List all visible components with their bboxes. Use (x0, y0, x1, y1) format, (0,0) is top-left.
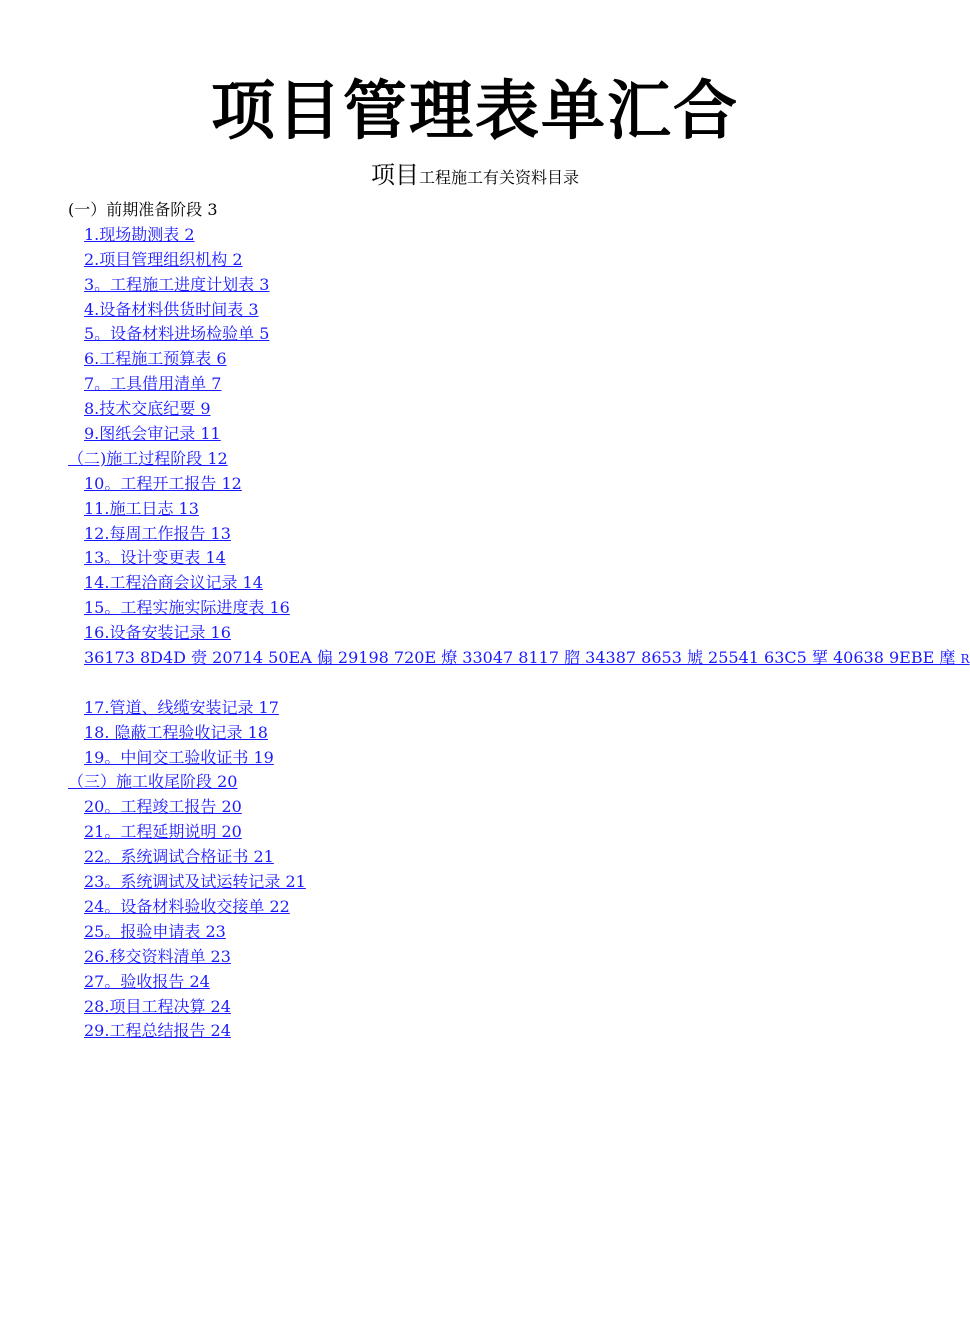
toc-section-link[interactable]: （二)施工过程阶段 12 (68, 448, 228, 468)
toc-item-link[interactable]: 23。系统调试及试运转记录 21 (84, 872, 306, 892)
page-title: 项目管理表单汇合 (211, 75, 739, 149)
toc-garbled-tail: R (960, 652, 970, 667)
toc-item[interactable] (68, 223, 928, 248)
toc-item-link[interactable]: 6.工程施工预算表 6 (84, 349, 227, 369)
toc-section-link[interactable]: （三）施工收尾阶段 20 (68, 772, 238, 792)
toc-item[interactable] (68, 248, 928, 273)
toc-item-link[interactable]: 1.现场勘测表 2 (84, 224, 195, 244)
toc-item-link[interactable]: 27。验收报告 24 (84, 971, 210, 991)
toc-item[interactable] (68, 546, 928, 571)
toc-item[interactable] (68, 347, 928, 372)
toc-item-link[interactable]: 8.技术交底纪要 9 (84, 399, 211, 419)
toc-item-link[interactable]: 29.工程总结报告 24 (84, 1021, 231, 1041)
toc-section-heading[interactable] (68, 447, 928, 472)
toc-item[interactable] (68, 895, 928, 920)
toc-item-link[interactable]: 26.移交资料清单 23 (84, 946, 231, 966)
toc-item-link[interactable]: 28.项目工程决算 24 (84, 996, 231, 1016)
toc-item[interactable] (68, 571, 928, 596)
toc-item[interactable] (68, 422, 928, 447)
toc-item[interactable] (68, 497, 928, 522)
subtitle-rest: 工程施工有关资料目录 (418, 168, 579, 187)
toc-item[interactable] (68, 397, 928, 422)
toc-section-heading[interactable] (68, 770, 928, 795)
toc-item[interactable] (68, 845, 928, 870)
toc-item[interactable] (68, 795, 928, 820)
toc-item-link[interactable]: 11.施工日志 13 (84, 498, 199, 518)
toc-item-link[interactable]: 3。工程施工进度计划表 3 (84, 274, 270, 294)
toc-item[interactable] (68, 820, 928, 845)
toc-item-link[interactable]: 21。工程延期说明 20 (84, 822, 242, 842)
blank-line (68, 671, 928, 696)
toc-item-link[interactable]: 15。工程实施实际进度表 16 (84, 598, 290, 618)
toc-item[interactable] (68, 995, 928, 1020)
table-of-contents (68, 198, 970, 1044)
toc-item[interactable] (68, 746, 928, 771)
toc-item-link[interactable]: 5。设备材料进场检验单 5 (84, 324, 270, 344)
toc-item[interactable] (68, 273, 928, 298)
toc-item-link[interactable]: 16.设备安装记录 16 (84, 623, 231, 643)
toc-garbled-line[interactable] (68, 646, 970, 671)
toc-item[interactable] (68, 696, 928, 721)
toc-item[interactable] (68, 596, 928, 621)
toc-item[interactable] (68, 372, 928, 397)
toc-item-link[interactable]: 14.工程洽商会议记录 14 (84, 573, 263, 593)
toc-item[interactable] (68, 472, 928, 497)
toc-section-heading: (一）前期准备阶段 3 (68, 200, 218, 219)
toc-item-link[interactable]: 4.设备材料供货时间表 3 (84, 299, 259, 319)
toc-item-link[interactable]: 17.管道、线缆安装记录 17 (84, 697, 279, 717)
toc-item[interactable] (68, 322, 928, 347)
toc-item-link[interactable]: 18. 隐蔽工程验收记录 18 (84, 722, 268, 742)
toc-item-link[interactable]: 20。工程竣工报告 20 (84, 797, 242, 817)
page-subtitle (0, 158, 950, 195)
toc-item-link[interactable]: 9.图纸会审记录 11 (84, 424, 221, 444)
toc-item-link[interactable]: 25。报验申请表 23 (84, 921, 226, 941)
toc-item[interactable] (68, 870, 928, 895)
toc-item-link[interactable]: 7。工具借用清单 7 (84, 374, 222, 394)
toc-garbled-text[interactable]: 36173 8D4D 赍 20714 50EA 傓 29198 720E 燎 33047 8117 脗 34387 8653 虓 25541 63C5 揅 40638 9EBE 麾 R (84, 648, 970, 668)
toc-item-link[interactable]: 12.每周工作报告 13 (84, 523, 231, 543)
toc-item-link[interactable]: 19。中间交工验收证书 19 (84, 747, 274, 767)
toc-item[interactable] (68, 945, 928, 970)
toc-item-link[interactable]: 10。工程开工报告 12 (84, 473, 242, 493)
toc-item[interactable] (68, 920, 928, 945)
toc-item-link[interactable]: 22。系统调试合格证书 21 (84, 847, 274, 867)
toc-item[interactable] (68, 721, 928, 746)
subtitle-lead: 项目 (370, 161, 419, 189)
toc-item[interactable] (68, 522, 928, 547)
toc-item-link[interactable]: 13。设计变更表 14 (84, 548, 226, 568)
toc-item-link[interactable]: 2.项目管理组织机构 2 (84, 249, 243, 269)
toc-item-link[interactable]: 24。设备材料验收交接单 22 (84, 896, 290, 916)
toc-item[interactable] (68, 970, 928, 995)
toc-item[interactable] (68, 621, 928, 646)
toc-item[interactable] (68, 1019, 928, 1044)
toc-item[interactable] (68, 298, 928, 323)
